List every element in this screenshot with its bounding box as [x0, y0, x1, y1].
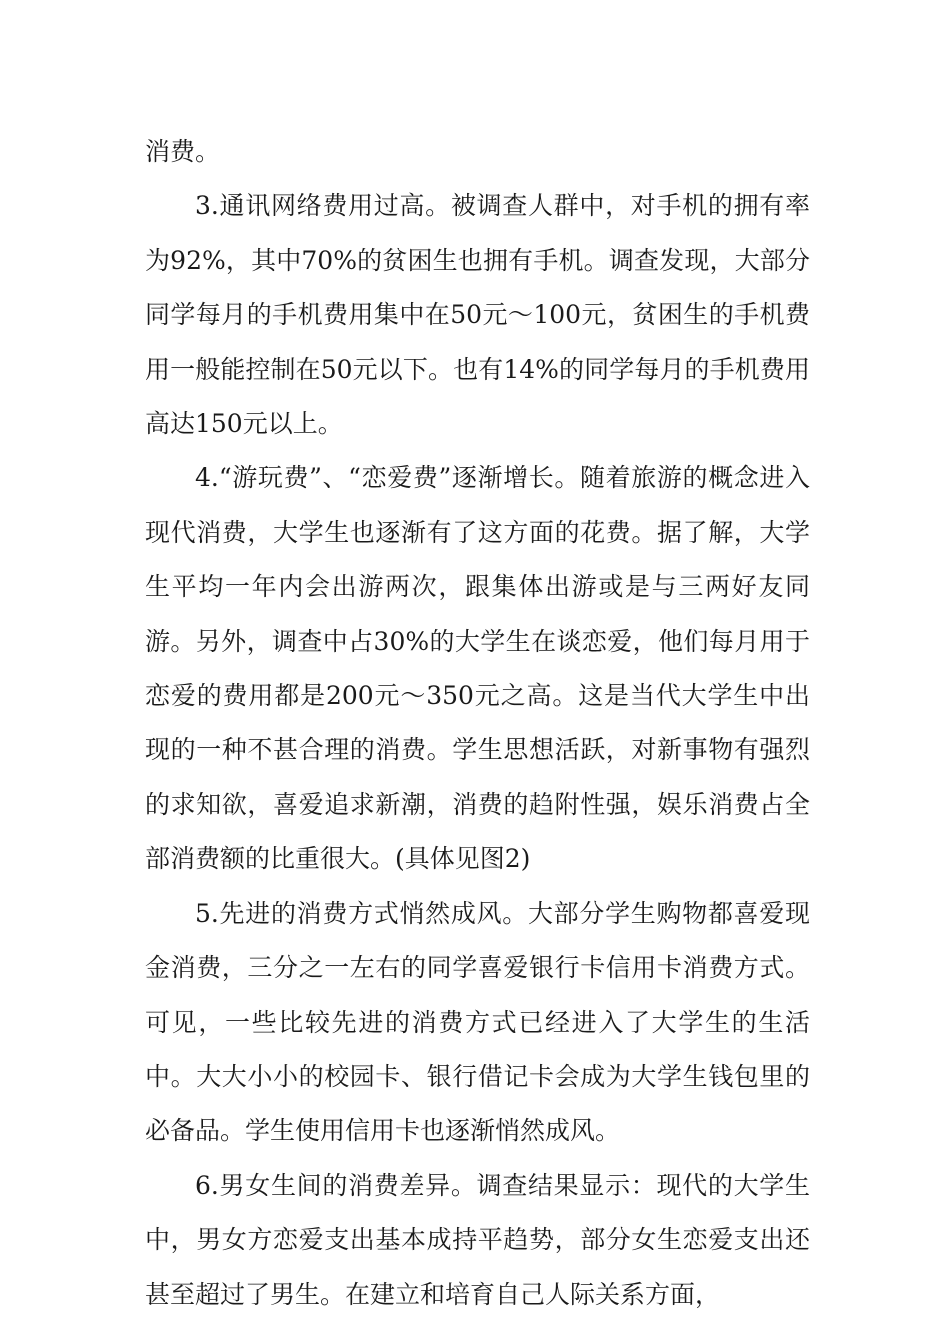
paragraph-item-6-gender-differences: 6.男女生间的消费差异。调查结果显示：现代的大学生中，男女方恋爱支出基本成持平趋势，部分女生恋爱支出还甚至超过了男生。在建立和培育自己人际关系方面，	[145, 1170, 810, 1309]
paragraph-continuation: 消费。	[145, 137, 221, 166]
paragraph-item-5-payment-methods: 5.先进的消费方式悄然成风。大部分学生购物都喜爱现金消费，三分之一左右的同学喜爱银行卡信用卡消费方式。可见，一些比较先进的消费方式已经进入了大学生的生活中。大大小小的校园卡、银行借记卡会成为大学生钱包里的必备品。学生使用信用卡也逐渐悄然成风。	[145, 898, 810, 1146]
body-text	[145, 125, 810, 1322]
paragraph-item-4-travel-dating-costs: 4.“游玩费”、“恋爱费”逐渐增长。随着旅游的概念进入现代消费，大学生也逐渐有了这方面的花费。据了解，大学生平均一年内会出游两次，跟集体出游或是与三两好友同游。另外，调查中占30%的大学生在谈恋爱，他们每月用于恋爱的费用都是200元～350元之高。这是当代大学生中出现的一种不甚合理的消费。学生思想活跃，对新事物有强烈的求知欲，喜爱追求新潮，消费的趋附性强，娱乐消费占全部消费额的比重很大。(具体见图2)	[145, 463, 810, 874]
paragraph-item-3-telecom-costs: 3.通讯网络费用过高。被调查人群中，对手机的拥有率为92%，其中70%的贫困生也拥有手机。调查发现，大部分同学每月的手机费用集中在50元～100元，贫困生的手机费用一般能控制在50元以下。也有14%的同学每月的手机费用高达150元以上。	[145, 191, 810, 439]
